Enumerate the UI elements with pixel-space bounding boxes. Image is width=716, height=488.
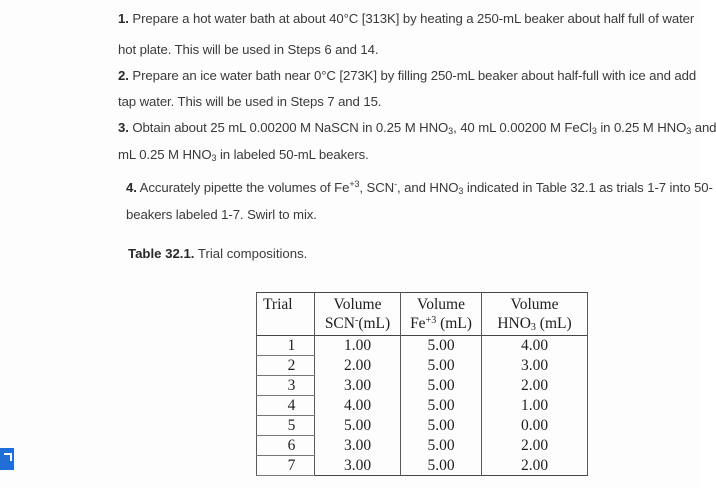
cell-hno3-volume: 2.00 [482,456,588,476]
subscript: 3 [448,126,454,136]
table-number: Table 32.1. [128,246,195,261]
cell-trial: 7 [257,456,315,476]
step-2-line-2 [118,89,381,115]
cell-trial: 4 [257,396,315,416]
step-text: Prepare a hot water bath at about 40°C [313K] by heating a 250-mL beaker about half full of water [128,11,695,26]
step-text: mL 0.25 M HNO [118,147,212,162]
table-row [257,456,588,476]
step-text: , SCN [359,180,395,195]
header-trial: Trial [257,293,315,336]
step-text: and [691,120,716,135]
table-caption [128,246,307,261]
step-text: Obtain about 25 mL 0.00200 M NaSCN in 0.25 M HNO [128,120,449,135]
step-text: in 0.25 M HNO [596,120,687,135]
step-number: 3. [118,120,129,135]
step-number: 1. [118,11,129,26]
step-4-line-2 [126,202,317,228]
header-unit: (mL) [436,315,472,332]
step-number: 2. [118,68,129,83]
step-text: hot plate. This will be used in Steps 6 and 14. [118,42,379,57]
subscript: 3 [591,126,597,136]
step-text: Accurately pipette the volumes of Fe [136,180,350,195]
cell-scn-volume: 1.00 [315,336,401,356]
cell-trial: 3 [257,376,315,396]
header-scn-volume [315,293,401,336]
cell-hno3-volume: 4.00 [482,336,588,356]
step-text: tap water. This will be used in Steps 7 and 15. [118,94,382,109]
trial-composition-table [256,292,588,476]
cell-hno3-volume: 2.00 [482,376,588,396]
table-row [257,436,588,456]
step-text: Prepare an ice water bath near 0°C [273K] by filling 250-mL beaker about half-full with ice and add [128,68,697,83]
table-header-row [257,293,588,336]
cell-hno3-volume: 2.00 [482,436,588,456]
subscript: 3 [530,322,536,333]
cell-trial: 2 [257,356,315,376]
cell-scn-volume: 2.00 [315,356,401,376]
cell-scn-volume: 3.00 [315,376,401,396]
step-3-line-2 [118,142,369,168]
cell-trial: 1 [257,336,315,356]
step-text: , and HNO [397,180,459,195]
header-text: SCN [324,315,355,332]
subscript: 3 [458,186,464,196]
cell-scn-volume: 4.00 [315,396,401,416]
cell-trial: 5 [257,416,315,436]
header-text: HNO [497,315,531,332]
step-text: beakers labeled 1-7. Swirl to mix. [126,207,317,222]
table-row [257,396,588,416]
step-text: , 40 mL 0.00200 M FeCl [453,120,592,135]
cell-scn-volume: 3.00 [315,436,401,456]
table-row [257,336,588,356]
cell-fe-volume: 5.00 [401,376,482,396]
table-row [257,356,588,376]
cell-fe-volume: 5.00 [401,416,482,436]
cell-scn-volume: 5.00 [315,416,401,436]
cell-hno3-volume: 1.00 [482,396,588,416]
header-line [315,314,400,333]
cell-fe-volume: 5.00 [401,356,482,376]
step-text: in labeled 50-mL beakers. [216,147,369,162]
header-line: Volume [333,296,382,313]
table-title: Trial compositions. [194,246,308,261]
header-fe-volume [401,293,482,336]
step-text: indicated in Table 32.1 as trials 1-7 into 50- [463,180,713,195]
superscript: - [394,179,397,189]
header-unit: (mL) [358,315,391,332]
header-line: Volume [510,296,559,313]
table-row [257,376,588,396]
cell-fe-volume: 5.00 [401,396,482,416]
cell-trial: 6 [257,436,315,456]
subscript: 3 [686,126,692,136]
step-1-line-2 [118,37,378,63]
cell-hno3-volume: 3.00 [482,356,588,376]
header-line [482,314,587,333]
subscript: 3 [211,153,217,163]
step-4-line-1 [126,175,713,201]
step-number: 4. [126,180,137,195]
header-unit: (mL) [535,315,572,332]
header-hno3-volume [482,293,588,336]
header-line: Volume [417,296,465,313]
superscript: - [354,315,359,326]
cell-fe-volume: 5.00 [401,436,482,456]
cell-fe-volume: 5.00 [401,336,482,356]
superscript: +3 [349,179,360,189]
expand-arrow-icon[interactable] [0,448,14,470]
cell-fe-volume: 5.00 [401,456,482,476]
step-3-line-1 [118,115,716,141]
cell-scn-volume: 3.00 [315,456,401,476]
step-1-line-1 [118,6,694,32]
superscript: +3 [425,315,437,326]
header-line [401,314,481,333]
table-row [257,416,588,436]
step-2-line-1 [118,63,696,89]
header-text: Fe [410,315,426,332]
cell-hno3-volume: 0.00 [482,416,588,436]
